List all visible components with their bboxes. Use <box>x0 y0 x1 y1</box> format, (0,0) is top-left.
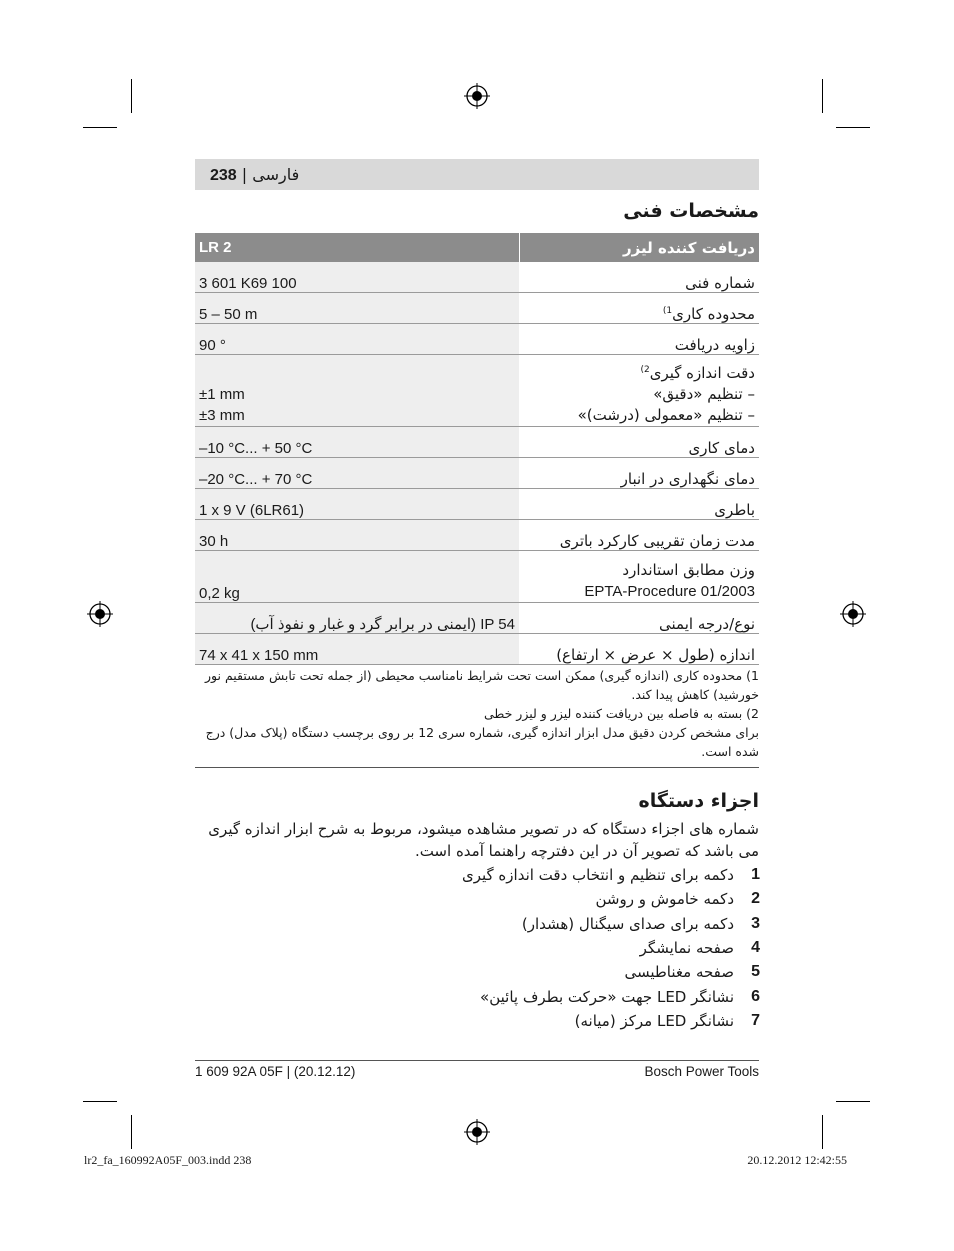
spec-value: 30 h <box>195 520 520 551</box>
table-row <box>195 427 759 458</box>
spec-label <box>520 551 760 603</box>
crop-mark <box>131 79 132 113</box>
part-number: 6 <box>751 987 760 1005</box>
specs-table <box>195 233 759 665</box>
spec-label <box>520 293 760 324</box>
header-separator: | <box>241 165 248 184</box>
table-row <box>195 458 759 489</box>
spec-value-fine: ±1 mm <box>199 386 245 403</box>
registration-mark-icon <box>464 1119 490 1145</box>
parts-intro: شماره های اجزاء دستگاه که در تصویر مشاهده میشود، مربوط به شرح ابزار اندازه گیری می باشد که تصویر آن در این دفترچه راهنما آمده است. <box>208 820 759 860</box>
footnote-ref: 1) <box>662 306 673 316</box>
spec-label-standard: EPTA-Procedure 01/2003 <box>584 583 755 600</box>
part-text: نشانگر LED جهت «حرکت بطرف پائین» <box>480 987 734 1006</box>
spec-sublabel: – تنظیم «دقیق» <box>653 385 755 403</box>
spec-label: دمای کاری <box>520 427 760 458</box>
registration-mark-icon <box>464 83 490 109</box>
spec-label: مدت زمان تقریبی کارکرد باتری <box>520 520 760 551</box>
crop-mark <box>836 1101 870 1102</box>
table-row <box>195 551 759 603</box>
crop-mark <box>836 127 870 128</box>
model-name: LR 2 <box>195 233 520 262</box>
spec-label: دمای نگهداری در انبار <box>520 458 760 489</box>
registration-mark-icon <box>840 601 866 627</box>
part-text: صفحه مغناطیسی <box>624 963 734 982</box>
registration-mark-icon <box>87 601 113 627</box>
page-header <box>210 165 299 185</box>
doc-number: 1 609 92A 05F | (20.12.12) <box>195 1064 356 1079</box>
spec-value: 1 x 9 V (6LR61) <box>195 489 520 520</box>
spec-value: 90 ° <box>195 324 520 355</box>
footnote: 1) محدوده کاری (اندازه گیری) ممکن است تحت شرایط نامناسب محیطی (از جمله تحت تابش مستقیم نور خورشید) کاهش پیدا کند. <box>205 668 759 702</box>
specs-title: مشخصات فنی <box>623 200 759 222</box>
part-text: دکمه خاموش و روشن <box>595 890 734 909</box>
spec-label: اندازه (طول × عرض × ارتفاع) <box>520 634 760 665</box>
part-text: دکمه برای صدای سیگنال (هشدار) <box>521 914 734 933</box>
list-item <box>380 912 760 936</box>
part-text: نشانگر LED مرکز (میانه) <box>574 1011 734 1030</box>
footnote: برای مشخص کردن دقیق مدل ابزار اندازه گیری، شماره سری 12 بر روی برچسب دستگاه (پلاک مدل) درج شده است. <box>205 725 759 759</box>
spec-value: 74 x 41 x 150 mm <box>195 634 520 665</box>
page-number: 238 <box>210 167 237 184</box>
footnote-ref: 2) <box>640 365 650 375</box>
list-item <box>380 887 760 911</box>
product-type: دریافت کننده لیزر <box>520 233 760 262</box>
footnote: 2) بسته به فاصله بین دریافت کننده لیزر و لیزر خطی <box>483 706 759 721</box>
table-row <box>195 520 759 551</box>
crop-mark <box>131 1115 132 1149</box>
table-row <box>195 489 759 520</box>
spec-label-text: دقت اندازه گیری <box>649 364 755 382</box>
table-row <box>195 262 759 293</box>
spec-label-text: وزن مطابق استاندارد <box>622 561 755 579</box>
table-row <box>195 324 759 355</box>
list-item <box>380 936 760 960</box>
spec-value: –20 °C... + 70 °C <box>195 458 520 489</box>
spec-sublabel: – تنظیم «معمولی (درشت)» <box>577 406 755 424</box>
list-item <box>380 1009 760 1033</box>
slug-file: lr2_fa_160992A05F_003.indd 238 <box>84 1153 252 1167</box>
specs-table-header <box>195 233 759 262</box>
spec-value: –10 °C... + 50 °C <box>195 427 520 458</box>
list-item <box>380 984 760 1008</box>
part-number: 3 <box>751 914 760 932</box>
table-row <box>195 634 759 665</box>
crop-mark <box>83 127 117 128</box>
crop-mark <box>822 1115 823 1149</box>
part-number: 5 <box>751 963 760 981</box>
spec-label <box>520 355 760 427</box>
spec-value: 0,2 kg <box>195 551 520 603</box>
specs-footnotes <box>195 666 759 768</box>
list-item <box>380 960 760 984</box>
part-text: صفحه نمایشگر <box>639 939 734 958</box>
table-row <box>195 603 759 634</box>
footer-rule <box>195 1060 759 1061</box>
parts-title: اجزاء دستگاه <box>638 790 759 812</box>
crop-mark <box>822 79 823 113</box>
part-number: 4 <box>751 939 760 957</box>
slug-date: 20.12.2012 12:42:55 <box>747 1153 847 1167</box>
brand-name: Bosch Power Tools <box>644 1064 759 1079</box>
spec-value: IP 54 (ایمنی در برابر گرد و غبار و نفوذ آب) <box>195 603 520 634</box>
table-row <box>195 293 759 324</box>
spec-label: شماره فنی <box>520 262 760 293</box>
header-language: فارسی <box>252 165 300 184</box>
crop-mark <box>83 1101 117 1102</box>
part-number: 2 <box>751 890 760 908</box>
part-number: 1 <box>751 866 760 884</box>
spec-label-text: محدوده کاری <box>672 305 755 323</box>
spec-label: زاویه دریافت <box>520 324 760 355</box>
spec-label: باطری <box>520 489 760 520</box>
table-row <box>195 355 759 427</box>
part-text: دکمه برای تنظیم و انتخاب دقت اندازه گیری <box>461 866 734 885</box>
parts-list <box>380 863 760 1033</box>
list-item <box>380 863 760 887</box>
part-number: 7 <box>751 1011 760 1029</box>
spec-value <box>195 355 520 427</box>
spec-value: 5 – 50 m <box>195 293 520 324</box>
spec-value-normal: ±3 mm <box>199 407 245 424</box>
spec-label: نوع/درجه ایمنی <box>520 603 760 634</box>
spec-value: 3 601 K69 100 <box>195 262 520 293</box>
